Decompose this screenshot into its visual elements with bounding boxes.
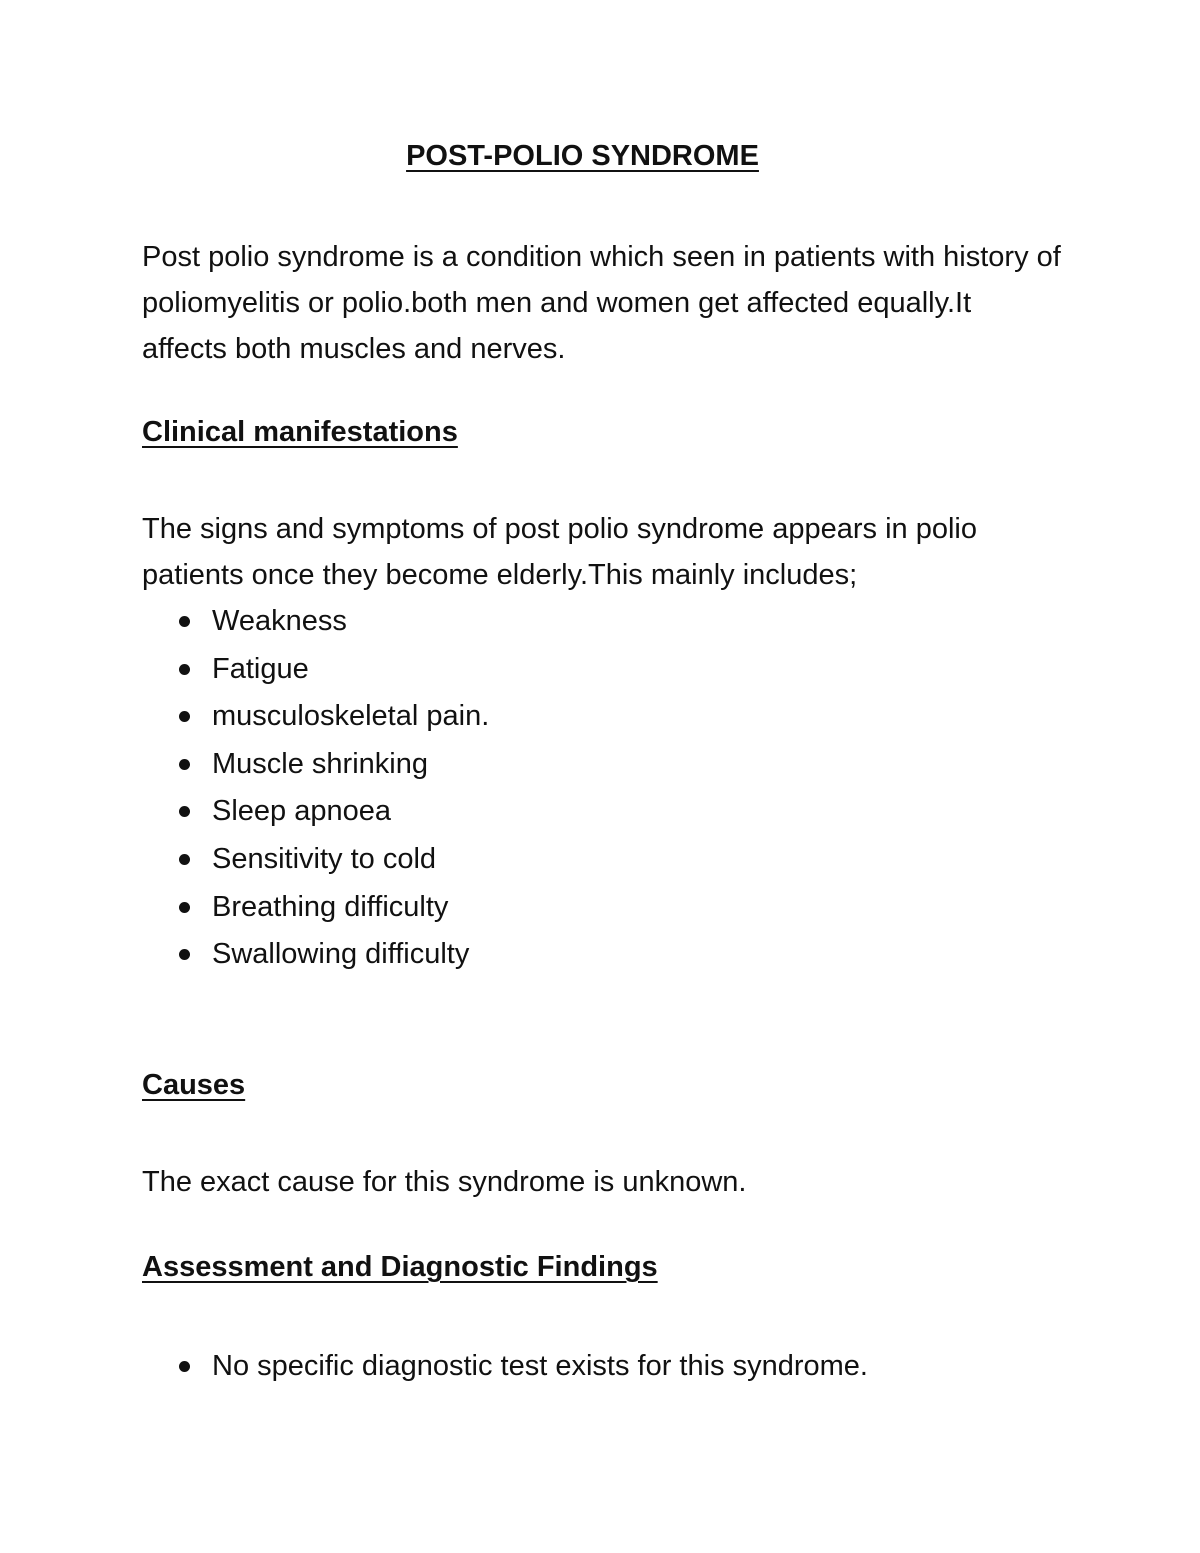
- bullet-icon: [179, 854, 190, 865]
- causes-text: The exact cause for this syndrome is unknown.: [142, 1166, 747, 1198]
- list-item: Sleep apnoea: [142, 788, 1062, 836]
- assessment-section: [142, 1343, 1062, 1391]
- bullet-icon: [179, 949, 190, 960]
- bullet-icon: [179, 806, 190, 817]
- list-item: Swallowing difficulty: [142, 931, 1062, 979]
- list-item: Muscle shrinking: [142, 741, 1062, 789]
- list-item: musculoskeletal pain.: [142, 693, 1062, 741]
- list-item: No specific diagnostic test exists for this syndrome.: [142, 1343, 1062, 1391]
- bullet-icon: [179, 616, 190, 627]
- symptom-list: [142, 598, 1062, 979]
- bullet-icon: [179, 759, 190, 770]
- causes-section: [142, 1159, 1062, 1205]
- list-item: Breathing difficulty: [142, 884, 1062, 932]
- clinical-manifestations-heading: Clinical manifestations: [142, 416, 458, 448]
- list-item: Sensitivity to cold: [142, 836, 1062, 884]
- intro-text: Post polio syndrome is a condition which seen in patients with history of poliomyelitis or polio.both men and women get affected equally.It affects both muscles and nerves.: [142, 241, 1061, 365]
- bullet-icon: [179, 711, 190, 722]
- bullet-icon: [179, 902, 190, 913]
- bullet-icon: [179, 1361, 190, 1372]
- list-item: Fatigue: [142, 646, 1062, 694]
- bullet-icon: [179, 664, 190, 675]
- clinical-manifestations-section: [142, 506, 1062, 979]
- causes-heading: Causes: [142, 1069, 246, 1101]
- document-title: POST-POLIO SYNDROME: [406, 140, 759, 172]
- intro-paragraph: [142, 234, 1062, 372]
- list-item: Weakness: [142, 598, 1062, 646]
- assessment-heading: Assessment and Diagnostic Findings: [142, 1251, 658, 1283]
- assessment-list: [142, 1343, 1062, 1391]
- clinical-manifestations-text: The signs and symptoms of post polio syndrome appears in polio patients once they become elderly.This mainly includes;: [142, 513, 977, 591]
